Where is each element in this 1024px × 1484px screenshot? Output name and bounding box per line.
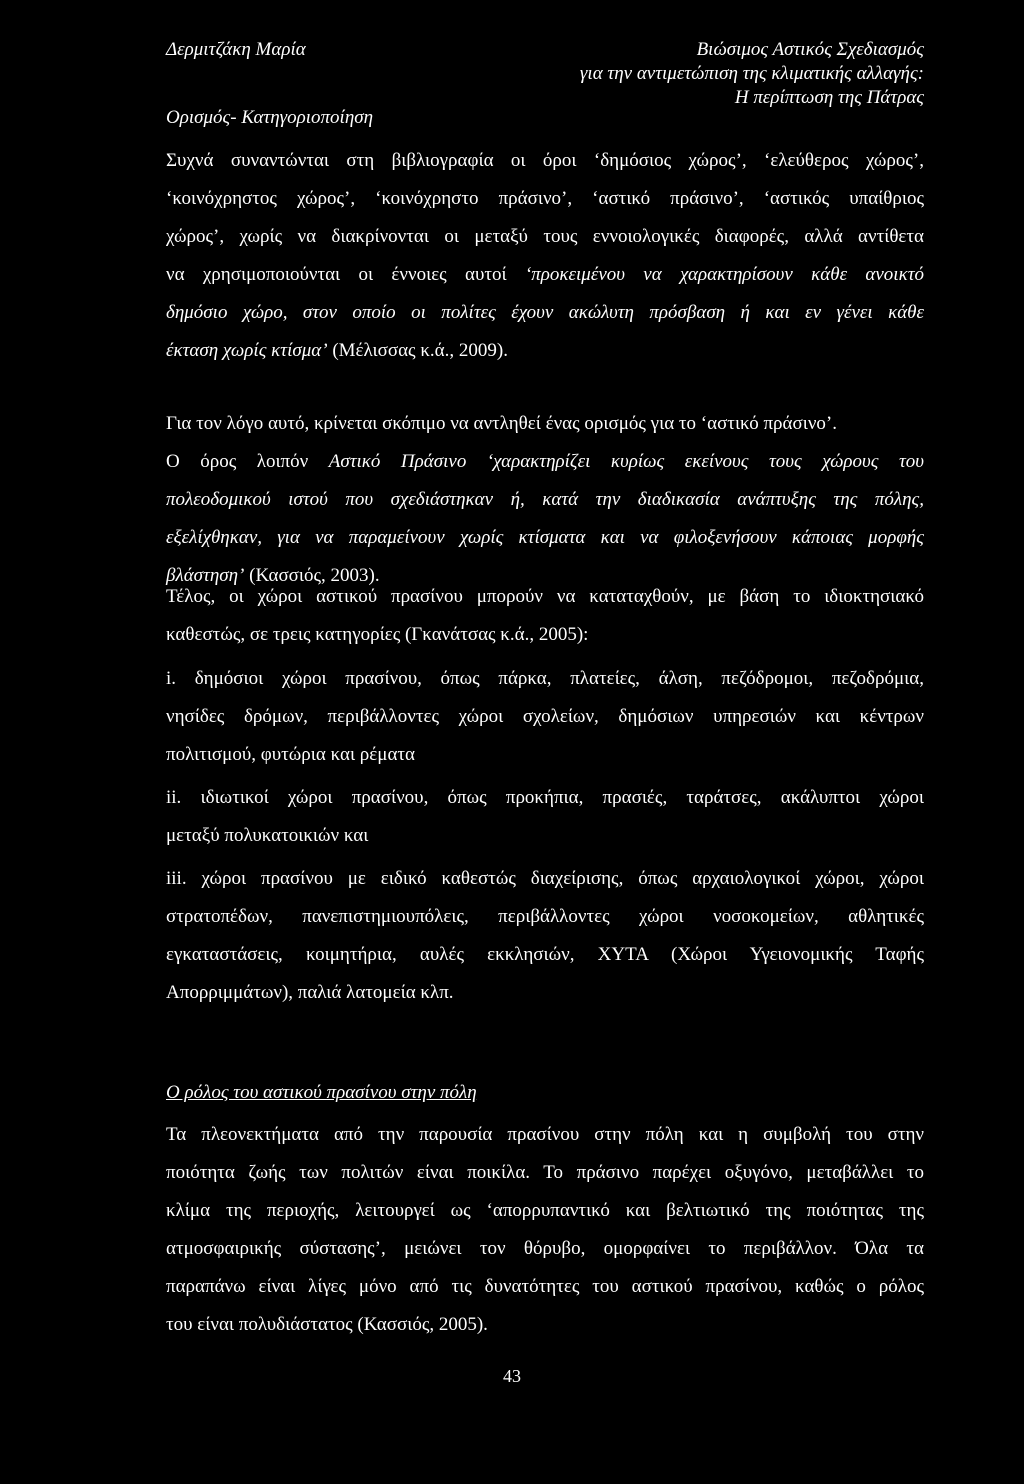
text-line: του είναι πολυδιάστατος (Κασσιός, 2005).: [166, 1314, 488, 1335]
section-heading: Ο ρόλος του αστικού πρασίνου στην πόλη: [166, 1082, 477, 1103]
paragraph-terms: [166, 142, 924, 370]
text-line: Απορριμμάτων), παλιά λατομεία κλπ.: [166, 982, 454, 1003]
text-line: ατμοσφαιρικής σύστασης’, μειώνει τον θόρυβο, ομορφαίνει το περιβάλλον. Όλα τα: [166, 1238, 924, 1259]
header-document-title: [580, 38, 924, 110]
text-line: Τα πλεονεκτήματα από την παρουσία πρασίνου στην πόλη και η συμβολή του στην: [166, 1124, 924, 1145]
quote-span: βλάστηση’: [166, 565, 245, 586]
paragraph-role: [166, 1116, 924, 1344]
header-title-line: Βιώσιμος Αστικός Σχεδιασμός: [696, 39, 924, 60]
text-line: i. δημόσιοι χώροι πρασίνου, όπως πάρκα, πλατείες, άλση, πεζόδρομοι, πεζοδρόμια,: [166, 668, 924, 689]
text-line: Συχνά συναντώνται στη βιβλιογραφία οι όροι ‘δημόσιος χώρος’, ‘ελεύθερος χώρος’,: [166, 150, 924, 171]
list-item: [166, 779, 924, 855]
paragraph-categories-intro: [166, 578, 924, 654]
header-title-line: Η περίπτωση της Πάτρας: [734, 87, 924, 108]
text-line: [166, 294, 924, 332]
list-item: [166, 660, 924, 774]
header-author: Δερμιτζάκη Μαρία: [166, 39, 306, 60]
text-line: παραπάνω είναι λίγες μόνο από τις δυνατότητες του αστικού πρασίνου, καθώς ο ρόλος: [166, 1276, 924, 1297]
text-line: πολιτισμού, φυτώρια και ρέματα: [166, 744, 415, 765]
page-number: 43: [503, 1366, 521, 1386]
text-line: στρατοπέδων, πανεπιστημιουπόλεις, περιβάλλοντες χώροι νοσοκομείων, αθλητικές: [166, 906, 924, 927]
quote-span: ‘προκειμένου να χαρακτηρίσουν κάθε ανοικτό: [524, 264, 924, 285]
quote-span: Αστικό Πράσινο ‘χαρακτηρίζει κυρίως εκείνους τους χώρους του: [328, 451, 925, 472]
header-title-line: για την αντιμετώπιση της κλιματικής αλλαγής:: [579, 63, 924, 84]
text-line: ποιότητα ζωής των πολιτών είναι ποικίλα. Το πράσινο παρέχει οξυγόνο, μεταβάλλει το: [166, 1162, 924, 1183]
quote-span: δημόσιο χώρο, στον οποίο οι πολίτες έχουν ακώλυτη πρόσβαση ή και εν γένει κάθε: [166, 302, 924, 323]
text-line: iii. χώροι πρασίνου με ειδικό καθεστώς διαχείρισης, όπως αρχαιολογικοί χώροι, χώροι: [166, 868, 924, 889]
text-line: [166, 519, 924, 557]
paragraph-definition: [166, 405, 924, 595]
text-span: Ο όρος λοιπόν: [166, 451, 329, 472]
text-line: ‘κοινόχρηστος χώρος’, ‘κοινόχρηστο πράσινο’, ‘αστικό πράσινο’, ‘αστικός υπαίθριος: [166, 188, 924, 209]
quote-span: έκταση χωρίς κτίσμα’: [166, 340, 328, 361]
text-line: ii. ιδιωτικοί χώροι πρασίνου, όπως προκήπια, πρασιές, ταράτσες, ακάλυπτοι χώροι: [166, 787, 924, 808]
text-line: κλίμα της περιοχής, λειτουργεί ως ‘απορρυπαντικό και βελτιωτικό της ποιότητας της: [166, 1200, 924, 1221]
citation: (Κασσιός, 2003).: [244, 565, 380, 586]
text-line: νησίδες δρόμων, περιβάλλοντες χώροι σχολείων, δημόσιων υπηρεσιών και κέντρων: [166, 706, 924, 727]
text-line: Για τον λόγο αυτό, κρίνεται σκόπιμο να αντληθεί ένας ορισμός για το ‘αστικό πράσινο’.: [166, 413, 838, 434]
text-line: [166, 443, 924, 481]
list-item: [166, 860, 924, 1012]
text-line: Τέλος, οι χώροι αστικού πρασίνου μπορούν να καταταχθούν, με βάση το ιδιοκτησιακό: [166, 586, 924, 607]
text-line: χώρος’, χωρίς να διακρίνονται οι μεταξύ τους εννοιολογικές διαφορές, αλλά αντίθετα: [166, 226, 924, 247]
text-line: [166, 256, 924, 294]
text-line: μεταξύ πολυκατοικιών και: [166, 825, 369, 846]
text-line: [166, 481, 924, 519]
text-line: [166, 332, 924, 370]
quote-span: πολεοδομικού ιστού που σχεδιάστηκαν ή, κατά την διαδικασία ανάπτυξης της πόλης,: [166, 489, 924, 510]
quote-span: εξελίχθηκαν, για να παραμείνουν χωρίς κτίσματα και να φιλοξενήσουν κάποιας μορφής: [166, 527, 924, 548]
text-line: καθεστώς, σε τρεις κατηγορίες (Γκανάτσας κ.ά., 2005):: [166, 624, 589, 645]
header-section: Ορισμός- Κατηγοριοποίηση: [166, 107, 374, 128]
citation: (Μέλισσας κ.ά., 2009).: [327, 340, 508, 361]
text-span: να χρησιμοποιούνται οι έννοιες αυτοί: [166, 264, 525, 285]
text-line: εγκαταστάσεις, κοιμητήρια, αυλές εκκλησιών, ΧΥΤΑ (Χώροι Υγειονομικής Ταφής: [166, 944, 924, 965]
